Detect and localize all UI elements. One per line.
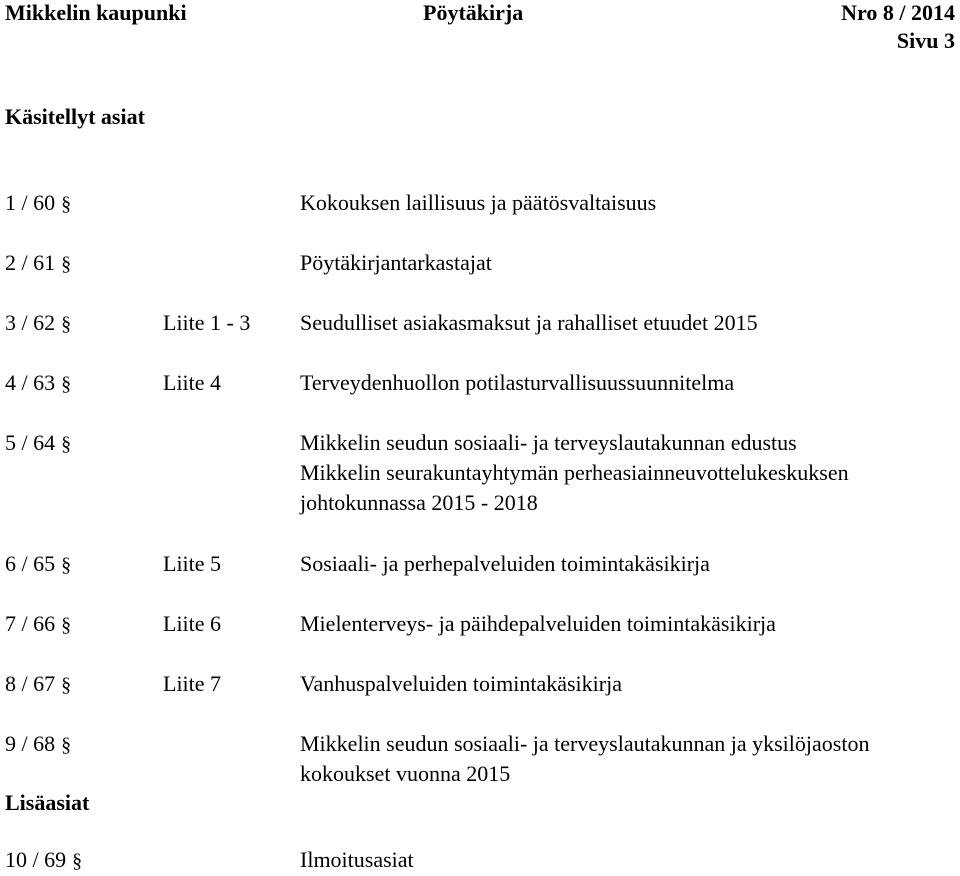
item-title-line: johtokunnassa 2015 - 2018 [300,490,538,515]
item-number [5,308,71,339]
item-number [5,669,71,700]
item-title-line: Pöytäkirjantarkastajat [300,250,492,275]
item-number [5,428,71,459]
item-number [5,549,71,580]
section-mark: § [61,614,72,636]
item-title-line: Terveydenhuollon potilasturvallisuussuunnitelma [300,370,735,395]
item-title-line: Mielenterveys- ja päihdepalveluiden toimintakäsikirja [300,611,776,636]
item-title-line: Mikkelin seurakuntayhtymän perheasiainneuvottelukeskuksen [300,460,849,485]
item-title [300,549,955,579]
item-title-line: Vanhuspalveluiden toimintakäsikirja [300,671,622,696]
item-title-line: Mikkelin seudun sosiaali- ja terveyslautakunnan ja yksilöjaoston [300,731,870,756]
item-title [300,845,955,875]
item-title [300,248,955,278]
section-mark: § [61,253,72,275]
item-attachment: Liite 5 [163,551,222,576]
item-number [5,609,71,640]
item-attachment: Liite 6 [163,611,222,636]
item-title [300,428,955,518]
item-title [300,368,955,398]
section-mark: § [61,554,72,576]
item-title-line: Kokouksen laillisuus ja päätösvaltaisuus [300,190,657,215]
item-number-text: 4 / 63 [5,370,56,395]
item-title-line: Ilmoitusasiat [300,847,414,872]
item-title [300,669,955,699]
item-number [5,845,82,876]
item-number-text: 9 / 68 [5,731,56,756]
item-number-text: 1 / 60 [5,190,56,215]
item-number-text: 8 / 67 [5,671,56,696]
item-title [300,609,955,639]
section-mark: § [61,674,72,696]
header-organization: Mikkelin kaupunki [5,0,187,25]
item-title [300,308,955,338]
section-mark: § [61,313,72,335]
item-title-line: Sosiaali- ja perhepalveluiden toimintakäsikirja [300,551,710,576]
item-number-text: 10 / 69 [5,847,67,872]
item-number-text: 7 / 66 [5,611,56,636]
header-page: Sivu 3 [896,28,955,53]
item-title [300,188,955,218]
item-number [5,248,71,279]
item-title-line: Mikkelin seudun sosiaali- ja terveyslautakunnan edustus [300,430,797,455]
item-number-text: 3 / 62 [5,310,56,335]
handled-items-title: Käsitellyt asiat [5,104,145,129]
section-mark: § [61,734,72,756]
item-number [5,368,71,399]
item-attachment: Liite 7 [163,671,222,696]
item-number [5,188,71,219]
section-mark: § [61,373,72,395]
section-mark: § [61,433,72,455]
additional-items-title: Lisäasiat [5,790,90,815]
item-title [300,729,955,789]
item-number-text: 6 / 65 [5,551,56,576]
item-number-text: 2 / 61 [5,250,56,275]
item-title-line: Seudulliset asiakasmaksut ja rahalliset etuudet 2015 [300,310,758,335]
section-mark: § [72,850,83,872]
section-mark: § [61,193,72,215]
header-doc-type: Pöytäkirja [423,0,524,25]
header-number: Nro 8 / 2014 [841,0,955,25]
item-attachment: Liite 4 [163,370,222,395]
item-number-text: 5 / 64 [5,430,56,455]
item-attachment: Liite 1 - 3 [163,310,251,335]
item-title-line: kokoukset vuonna 2015 [300,761,511,786]
item-number [5,729,71,760]
